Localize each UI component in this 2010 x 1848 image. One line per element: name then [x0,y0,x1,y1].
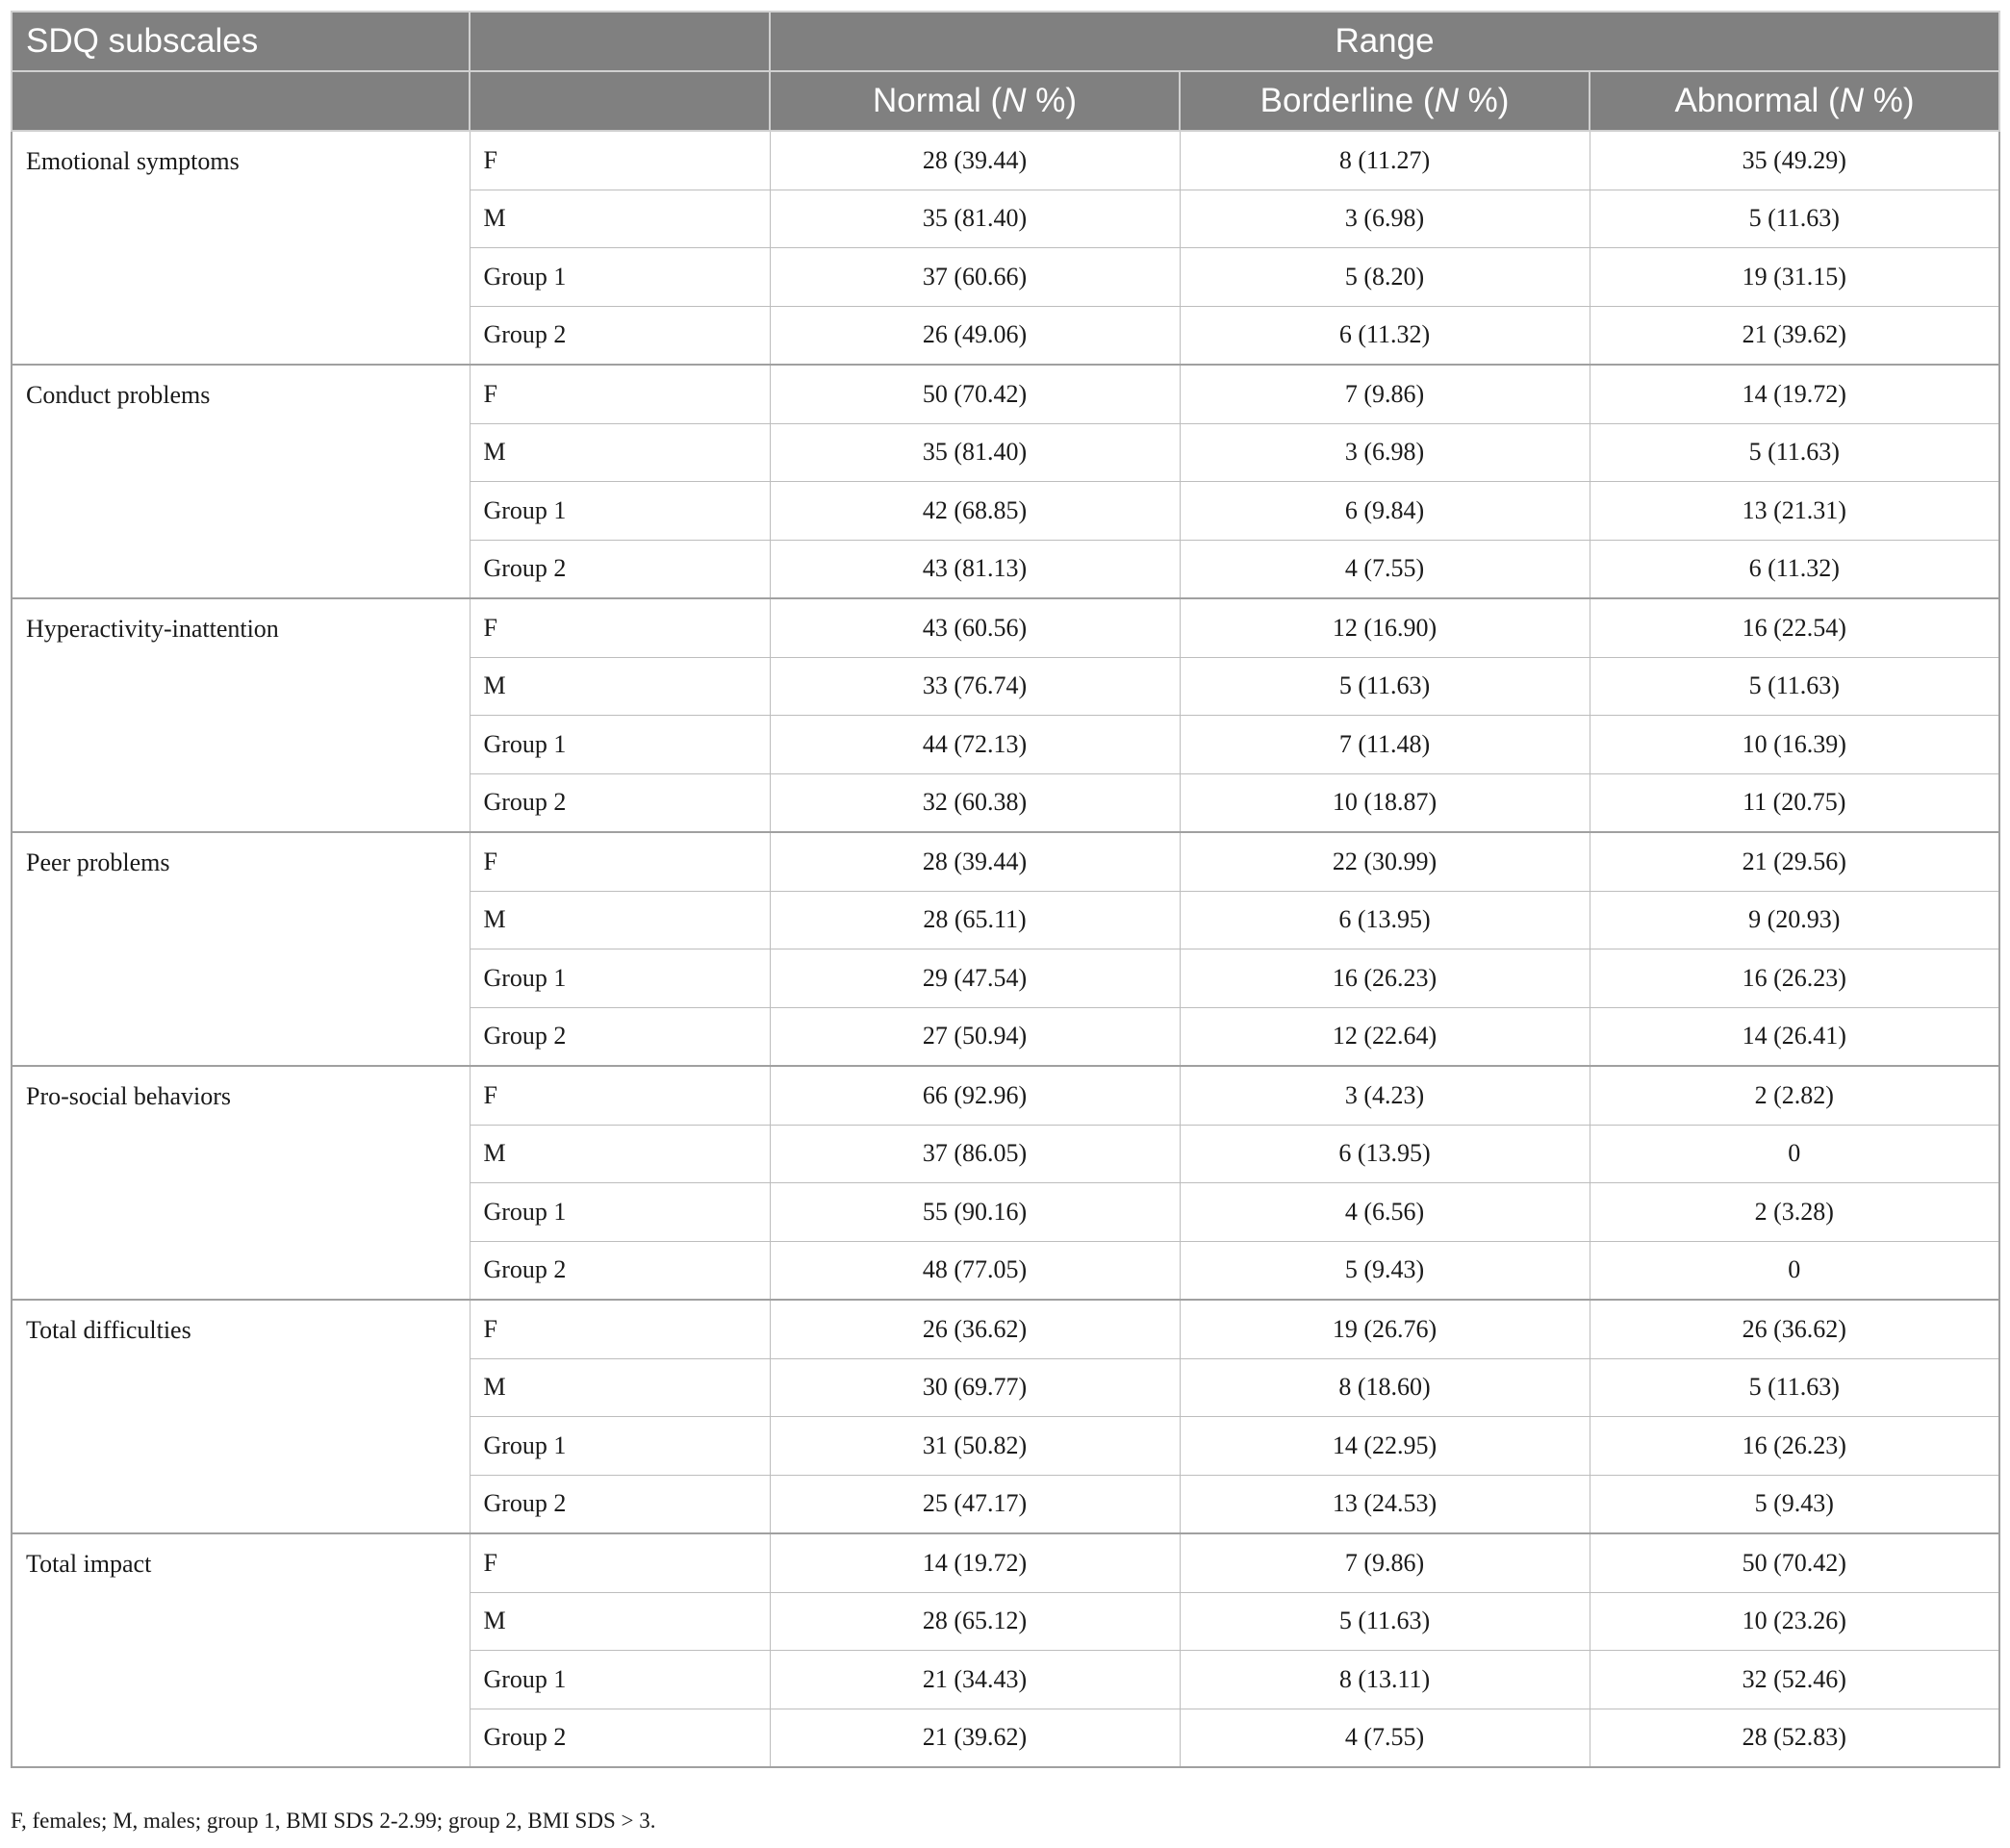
normal-cell: 48 (77.05) [770,1241,1180,1300]
table-row [12,131,1999,190]
abnormal-cell: 16 (26.23) [1590,949,1999,1008]
abnormal-cell: 13 (21.31) [1590,482,1999,541]
borderline-cell: 6 (13.95) [1180,891,1590,949]
group-cell: Group 1 [470,1183,770,1242]
sdq-table-container [11,11,1998,1768]
abnormal-cell: 35 (49.29) [1590,131,1999,190]
normal-cell: 32 (60.38) [770,773,1180,832]
abnormal-cell: 21 (29.56) [1590,832,1999,891]
header-blank-2 [470,71,770,131]
abnormal-cell: 14 (26.41) [1590,1007,1999,1066]
abnormal-cell: 9 (20.93) [1590,891,1999,949]
header-abnormal-n: N [1839,82,1864,119]
abnormal-cell: 2 (2.82) [1590,1066,1999,1125]
normal-cell: 25 (47.17) [770,1475,1180,1533]
header-sdq-subscales: SDQ subscales [12,12,470,71]
normal-cell: 35 (81.40) [770,190,1180,248]
subscale-cell: Conduct problems [12,365,470,598]
group-cell: Group 2 [470,1709,770,1767]
normal-cell: 50 (70.42) [770,365,1180,423]
group-cell: Group 1 [470,1651,770,1709]
normal-cell: 42 (68.85) [770,482,1180,541]
header-row-1 [12,12,1999,71]
normal-cell: 26 (49.06) [770,306,1180,365]
abnormal-cell: 2 (3.28) [1590,1183,1999,1242]
normal-cell: 37 (86.05) [770,1125,1180,1183]
header-range: Range [770,12,1999,71]
abnormal-cell: 5 (9.43) [1590,1475,1999,1533]
abnormal-cell: 19 (31.15) [1590,248,1999,307]
borderline-cell: 4 (6.56) [1180,1183,1590,1242]
subscale-cell: Emotional symptoms [12,131,470,365]
abnormal-cell: 28 (52.83) [1590,1709,1999,1767]
group-cell: F [470,1066,770,1125]
group-cell: M [470,1125,770,1183]
header-borderline-pct: %) [1458,82,1510,119]
subscale-cell: Pro-social behaviors [12,1066,470,1300]
group-cell: Group 2 [470,1475,770,1533]
table-header [12,12,1999,131]
borderline-cell: 14 (22.95) [1180,1417,1590,1476]
header-abnormal-label: Abnormal ( [1674,82,1840,119]
abnormal-cell: 0 [1590,1125,1999,1183]
borderline-cell: 7 (11.48) [1180,716,1590,774]
borderline-cell: 16 (26.23) [1180,949,1590,1008]
normal-cell: 43 (81.13) [770,540,1180,598]
abnormal-cell: 5 (11.63) [1590,1358,1999,1417]
normal-cell: 21 (34.43) [770,1651,1180,1709]
header-borderline-label: Borderline ( [1259,82,1435,119]
header-normal-pct: %) [1026,82,1077,119]
header-abnormal-pct: %) [1863,82,1915,119]
group-cell: F [470,1533,770,1592]
table-body [12,131,1999,1767]
borderline-cell: 5 (11.63) [1180,1592,1590,1651]
borderline-cell: 4 (7.55) [1180,1709,1590,1767]
group-cell: F [470,365,770,423]
group-cell: Group 1 [470,949,770,1008]
abnormal-cell: 5 (11.63) [1590,423,1999,482]
header-normal-n: N [1002,82,1027,119]
normal-cell: 43 (60.56) [770,598,1180,657]
table-row [12,1300,1999,1358]
borderline-cell: 5 (9.43) [1180,1241,1590,1300]
header-blank [470,12,770,71]
table-footnote: F, females; M, males; group 1, BMI SDS 2-2.99; group 2, BMI SDS > 3. [11,1809,656,1833]
subscale-cell: Total difficulties [12,1300,470,1533]
group-cell: Group 1 [470,248,770,307]
borderline-cell: 13 (24.53) [1180,1475,1590,1533]
borderline-cell: 12 (22.64) [1180,1007,1590,1066]
abnormal-cell: 10 (23.26) [1590,1592,1999,1651]
borderline-cell: 8 (13.11) [1180,1651,1590,1709]
borderline-cell: 5 (8.20) [1180,248,1590,307]
normal-cell: 37 (60.66) [770,248,1180,307]
borderline-cell: 22 (30.99) [1180,832,1590,891]
abnormal-cell: 6 (11.32) [1590,540,1999,598]
borderline-cell: 8 (11.27) [1180,131,1590,190]
group-cell: Group 1 [470,482,770,541]
abnormal-cell: 32 (52.46) [1590,1651,1999,1709]
group-cell: Group 1 [470,716,770,774]
normal-cell: 28 (39.44) [770,832,1180,891]
borderline-cell: 6 (11.32) [1180,306,1590,365]
group-cell: Group 1 [470,1417,770,1476]
normal-cell: 35 (81.40) [770,423,1180,482]
group-cell: Group 2 [470,773,770,832]
normal-cell: 31 (50.82) [770,1417,1180,1476]
group-cell: F [470,1300,770,1358]
group-cell: F [470,598,770,657]
borderline-cell: 8 (18.60) [1180,1358,1590,1417]
abnormal-cell: 16 (26.23) [1590,1417,1999,1476]
normal-cell: 21 (39.62) [770,1709,1180,1767]
abnormal-cell: 21 (39.62) [1590,306,1999,365]
borderline-cell: 6 (9.84) [1180,482,1590,541]
normal-cell: 27 (50.94) [770,1007,1180,1066]
abnormal-cell: 5 (11.63) [1590,657,1999,716]
abnormal-cell: 16 (22.54) [1590,598,1999,657]
borderline-cell: 12 (16.90) [1180,598,1590,657]
borderline-cell: 7 (9.86) [1180,1533,1590,1592]
normal-cell: 28 (65.11) [770,891,1180,949]
table-row [12,1533,1999,1592]
group-cell: M [470,1592,770,1651]
subscale-cell: Hyperactivity-inattention [12,598,470,832]
subscale-cell: Total impact [12,1533,470,1767]
header-normal [770,71,1180,131]
borderline-cell: 3 (4.23) [1180,1066,1590,1125]
header-blank-1 [12,71,470,131]
header-abnormal [1590,71,1999,131]
group-cell: M [470,190,770,248]
normal-cell: 28 (39.44) [770,131,1180,190]
normal-cell: 55 (90.16) [770,1183,1180,1242]
group-cell: Group 2 [470,1007,770,1066]
group-cell: F [470,131,770,190]
abnormal-cell: 5 (11.63) [1590,190,1999,248]
normal-cell: 66 (92.96) [770,1066,1180,1125]
abnormal-cell: 50 (70.42) [1590,1533,1999,1592]
normal-cell: 14 (19.72) [770,1533,1180,1592]
abnormal-cell: 26 (36.62) [1590,1300,1999,1358]
header-row-2 [12,71,1999,131]
table-row [12,365,1999,423]
borderline-cell: 4 (7.55) [1180,540,1590,598]
group-cell: M [470,657,770,716]
borderline-cell: 3 (6.98) [1180,190,1590,248]
group-cell: Group 2 [470,1241,770,1300]
header-normal-label: Normal ( [873,82,1003,119]
borderline-cell: 10 (18.87) [1180,773,1590,832]
group-cell: M [470,423,770,482]
borderline-cell: 5 (11.63) [1180,657,1590,716]
abnormal-cell: 11 (20.75) [1590,773,1999,832]
normal-cell: 28 (65.12) [770,1592,1180,1651]
borderline-cell: 3 (6.98) [1180,423,1590,482]
subscale-cell: Peer problems [12,832,470,1066]
sdq-table [11,11,2000,1768]
abnormal-cell: 10 (16.39) [1590,716,1999,774]
normal-cell: 33 (76.74) [770,657,1180,716]
table-row [12,832,1999,891]
abnormal-cell: 0 [1590,1241,1999,1300]
header-borderline-n: N [1434,82,1459,119]
group-cell: M [470,1358,770,1417]
table-row [12,598,1999,657]
table-row [12,1066,1999,1125]
borderline-cell: 19 (26.76) [1180,1300,1590,1358]
group-cell: Group 2 [470,306,770,365]
normal-cell: 44 (72.13) [770,716,1180,774]
borderline-cell: 6 (13.95) [1180,1125,1590,1183]
group-cell: F [470,832,770,891]
group-cell: M [470,891,770,949]
header-borderline [1180,71,1590,131]
normal-cell: 26 (36.62) [770,1300,1180,1358]
abnormal-cell: 14 (19.72) [1590,365,1999,423]
group-cell: Group 2 [470,540,770,598]
normal-cell: 29 (47.54) [770,949,1180,1008]
normal-cell: 30 (69.77) [770,1358,1180,1417]
borderline-cell: 7 (9.86) [1180,365,1590,423]
